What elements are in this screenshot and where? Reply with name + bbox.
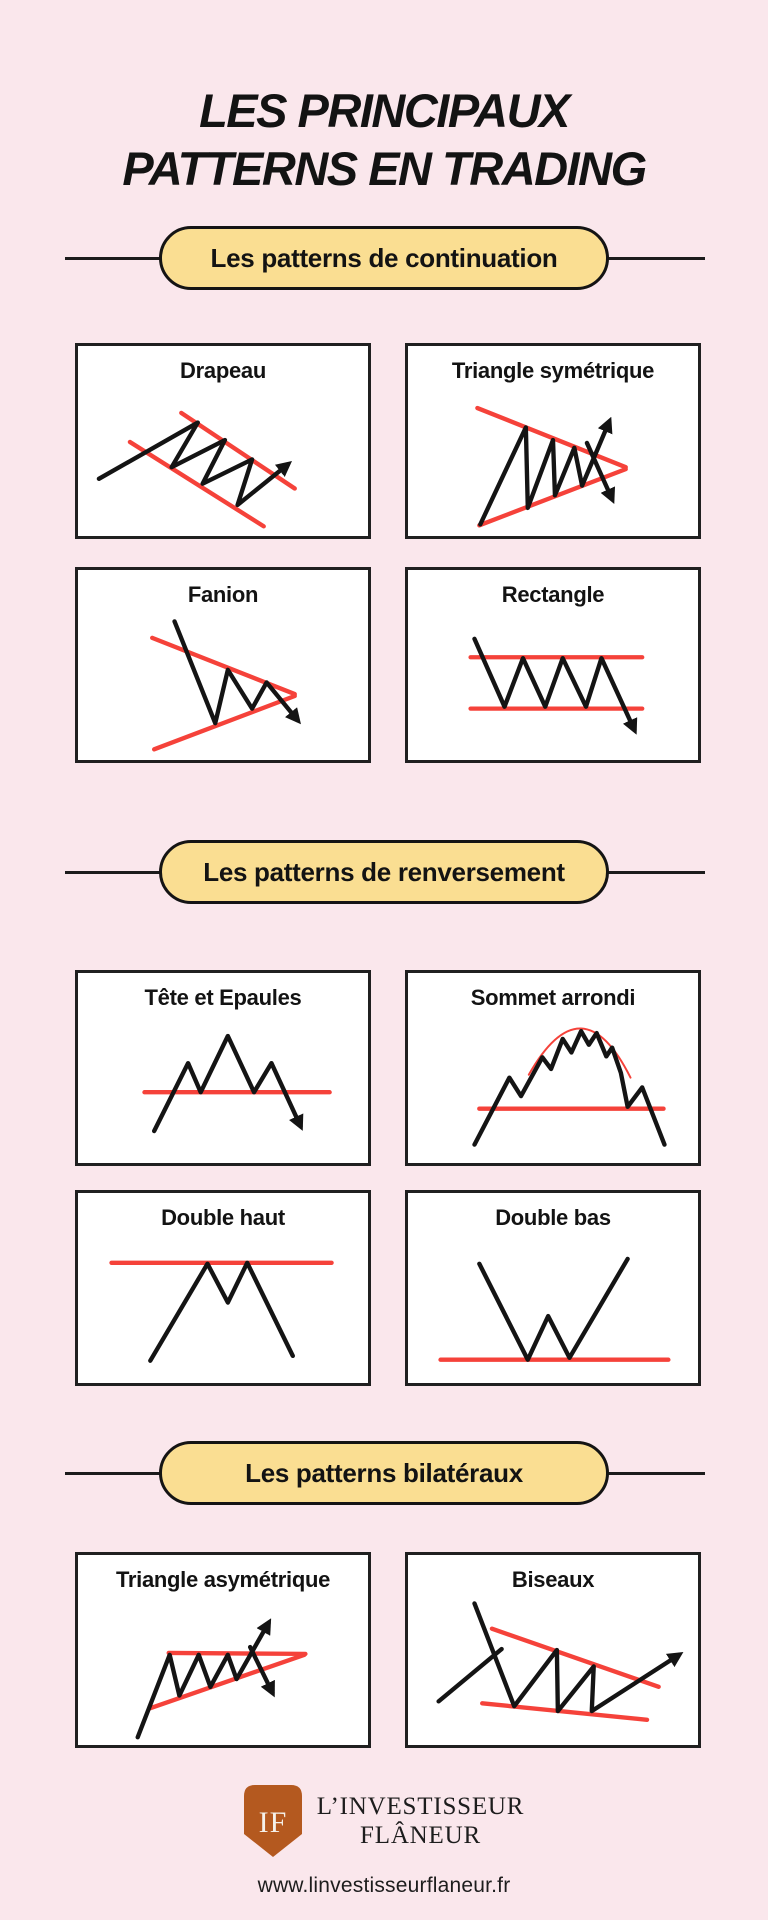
card-drapeau [75,343,371,539]
card-double-haut [75,1190,371,1386]
page-title-line2: PATTERNS EN TRADING [122,142,646,195]
card-sommet-arrondi [405,970,701,1166]
section-label: Les patterns de continuation [210,242,558,273]
card-title: Biseaux [511,1567,595,1592]
card-title: Triangle symétrique [451,358,655,383]
if-monogram-shield-icon [244,1785,302,1857]
card-tete-et-epaules [75,970,371,1166]
card-title: Triangle asymétrique [115,1567,331,1592]
section-header-continuation [0,226,768,290]
section-label: Les patterns bilatéraux [245,1457,523,1488]
brand-name [317,1792,525,1850]
card-fanion [75,567,371,763]
card-title: Double haut [161,1205,285,1230]
card-triangle-asymetrique [75,1552,371,1748]
card-title: Drapeau [180,358,266,383]
section-header-renversement [0,840,768,904]
page-title [0,82,768,198]
card-double-bas [405,1190,701,1386]
card-triangle-symetrique [405,343,701,539]
card-title: Sommet arrondi [470,985,636,1010]
section-pill-continuation [159,226,609,290]
footer [0,1785,768,1898]
card-rectangle [405,567,701,763]
section-pill-bilateraux [159,1441,609,1505]
monogram-text: IF [258,1806,288,1839]
page-title-line1: LES PRINCIPAUX [199,84,569,137]
section-header-bilateraux [0,1441,768,1505]
brand-name-line2: FLÂNEUR [360,1822,481,1849]
card-title: Tête et Epaules [144,985,302,1010]
card-title: Fanion [187,582,259,607]
card-title: Double bas [495,1205,611,1230]
section-pill-renversement [159,840,609,904]
section-label: Les patterns de renversement [203,856,565,887]
card-title: Rectangle [501,582,605,607]
card-biseaux [405,1552,701,1748]
brand-name-line1: L’INVESTISSEUR [316,1793,525,1820]
website-url: www.linvestisseurflaneur.fr [257,1874,511,1897]
brand-logo [244,1785,525,1857]
